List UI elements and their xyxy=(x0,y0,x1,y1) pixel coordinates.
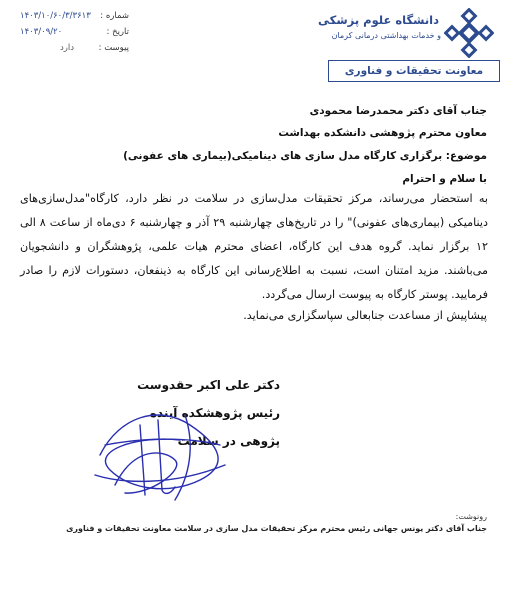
subject-line: موضوع: برگزاری کارگاه مدل سازی های دینامیکی(بیماری های عفونی) xyxy=(123,150,487,162)
deputy-banner: معاونت تحقیقات و فناوری xyxy=(328,60,500,82)
signatory-title-1: رئیس پژوهشکده آینده xyxy=(149,406,280,420)
body-paragraph: به استحضار می‌رساند، مرکز تحقیقات مدل‌سازی در سلامت در نظر دارد، کارگاه"مدل‌سازی‌های دینامیکی (بیماری‌های عفونی)" را در تاریخ‌های چهارشنبه ۲۹ آذر و چهارشنبه ۶ دی‌ماه از ساعت ۸ الی ۱۲ برگزار نماید. گروه هدف این کارگاه، اعضای محترم هیات علمی، پژوهشگران و دانشجویان می‌باشند. مزید امتنان است، نسبت به اطلاع‌رسانی این کارگاه به ذینفعان، دستورات لازم را صادر فرمایید. پوستر کارگاه به پیوست ارسال می‌گردد. xyxy=(20,192,488,301)
signatory-title-2: پژوهی در سلامت xyxy=(177,434,280,448)
university-subtitle: و خدمات بهداشتی درمانی کرمان xyxy=(331,31,441,40)
university-logo xyxy=(444,8,494,58)
signatory-name: دکتر علی اکبر حقدوست xyxy=(137,378,280,392)
greeting: با سلام و احترام xyxy=(402,173,487,185)
meta-value-number: ۱۴۰۳/۱۰/۶۰/۳/۳۶۱۳ xyxy=(20,11,91,21)
meta-label-date: تاریخ : xyxy=(106,27,129,37)
recipient-title: معاون محترم پژوهشی دانشکده بهداشت xyxy=(278,127,487,139)
cc-label: رونوشت: xyxy=(455,512,487,521)
recipient-name: جناب آقای دکتر محمدرضا محمودی xyxy=(309,105,487,117)
university-name: دانشگاه علوم پزشکی xyxy=(318,13,439,27)
cc-recipient: جناب آقای دکتر یونس جهانی رئیس محترم مرکز تحقیقات مدل سازی در سلامت معاونت تحقیقات و فناوری xyxy=(66,524,487,533)
meta-value-attachment: دارد xyxy=(60,43,75,53)
letter-body xyxy=(20,187,488,307)
meta-value-date: ۱۴۰۳/۰۹/۲۰ xyxy=(20,27,63,37)
handwritten-signature xyxy=(80,395,240,505)
closing-line: پیشاپیش از مساعدت جنابعالی سپاسگزاری می‌نماید. xyxy=(243,309,487,322)
meta-label-number: شماره : xyxy=(100,11,129,21)
meta-label-attachment: پیوست : xyxy=(98,43,129,53)
